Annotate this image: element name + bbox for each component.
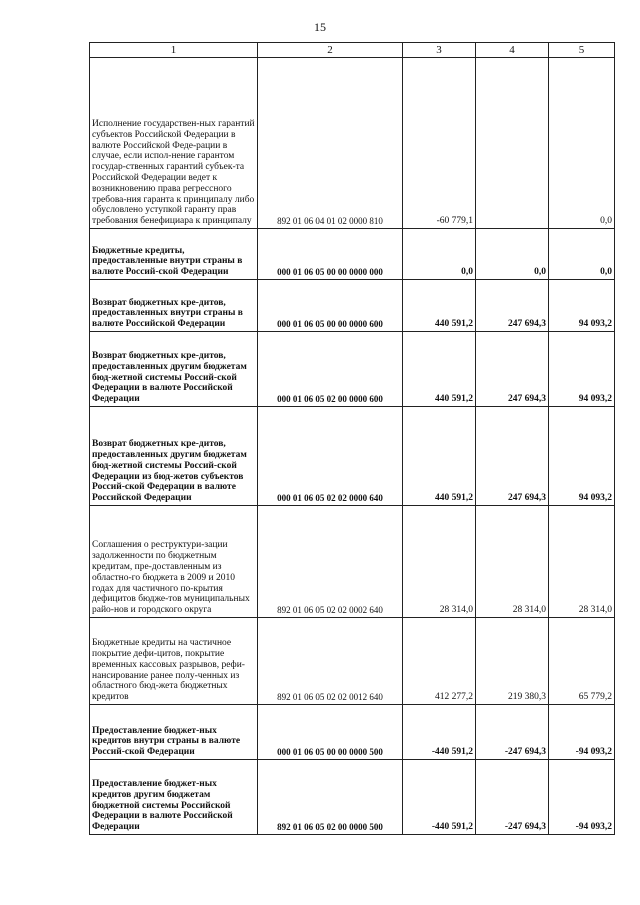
row-value-col5: -94 093,2 [549, 760, 615, 835]
table-row [90, 280, 615, 332]
row-value-col3: -60 779,1 [403, 58, 476, 229]
budget-table [89, 42, 615, 835]
row-value-col3: 0,0 [403, 229, 476, 280]
row-value-col5: 0,0 [549, 229, 615, 280]
table-row [90, 506, 615, 618]
row-value-col4: 247 694,3 [476, 407, 549, 506]
row-value-col3: 412 277,2 [403, 618, 476, 705]
row-value-col4: 247 694,3 [476, 332, 549, 407]
row-name-cell: Бюджетные кредиты, предоставленные внутри страны в валюте Россий-ской Федерации [90, 229, 258, 280]
row-value-col4: 28 314,0 [476, 506, 549, 618]
page-number: 15 [314, 20, 326, 34]
row-value-col4: 0,0 [476, 229, 549, 280]
row-code-cell: 000 01 06 05 00 00 0000 500 [258, 705, 403, 760]
row-value-col3: 440 591,2 [403, 332, 476, 407]
row-value-col4: 219 380,3 [476, 618, 549, 705]
table-row [90, 58, 615, 229]
row-value-col4: -247 694,3 [476, 705, 549, 760]
row-code-cell: 000 01 06 05 00 00 0000 600 [258, 280, 403, 332]
row-code-cell: 892 01 06 05 02 02 0002 640 [258, 506, 403, 618]
table-row [90, 332, 615, 407]
column-header-4: 4 [476, 43, 549, 58]
page-footer-marks [60, 893, 600, 897]
row-code-cell: 892 01 06 04 01 02 0000 810 [258, 58, 403, 229]
row-name-cell: Бюджетные кредиты на частичное покрытие дефи-цитов, покрытие временных кассовых разрывов, рефи-нансирование ранее полу-ченных из областного бюд-жета бюджетных кредитов [90, 618, 258, 705]
row-code-cell: 000 01 06 05 02 00 0000 600 [258, 332, 403, 407]
row-value-col3: -440 591,2 [403, 705, 476, 760]
row-code-cell: 000 01 06 05 00 00 0000 000 [258, 229, 403, 280]
row-value-col5: 65 779,2 [549, 618, 615, 705]
row-name-cell: Возврат бюджетных кре-дитов, предоставленных другим бюджетам бюд-жетной системы Россий-ской Федерации из бюд-жетов субъектов Россий-ской Федерации в валюте Российской Федерации [90, 407, 258, 506]
row-value-col5: 94 093,2 [549, 332, 615, 407]
row-code-cell: 892 01 06 05 02 02 0012 640 [258, 618, 403, 705]
row-value-col3: 440 591,2 [403, 280, 476, 332]
row-name-cell: Возврат бюджетных кре-дитов, предоставленных внутри страны в валюте Российской Федерации [90, 280, 258, 332]
table-row [90, 229, 615, 280]
table-row [90, 760, 615, 835]
column-header-5: 5 [549, 43, 615, 58]
row-value-col5: 94 093,2 [549, 280, 615, 332]
row-code-cell: 000 01 06 05 02 02 0000 640 [258, 407, 403, 506]
row-name-cell: Возврат бюджетных кре-дитов, предоставленных другим бюджетам бюд-жетной системы Россий-ской Федерации в валюте Российской Федерации [90, 332, 258, 407]
table-row [90, 407, 615, 506]
row-value-col5: 0,0 [549, 58, 615, 229]
row-code-cell: 892 01 06 05 02 00 0000 500 [258, 760, 403, 835]
row-value-col3: 28 314,0 [403, 506, 476, 618]
table-row [90, 705, 615, 760]
row-value-col5: -94 093,2 [549, 705, 615, 760]
row-value-col4: -247 694,3 [476, 760, 549, 835]
table-row [90, 618, 615, 705]
column-header-2: 2 [258, 43, 403, 58]
column-header-3: 3 [403, 43, 476, 58]
row-value-col5: 94 093,2 [549, 407, 615, 506]
table-header-row [90, 43, 615, 58]
row-name-cell: Соглашения о реструктури-зации задолженности по бюджетным кредитам, пре-доставленным из областно-го бюджета в 2009 и 2010 годах для частичного по-крытия дефицитов бюдже-тов муниципальных райо-нов и городского округа [90, 506, 258, 618]
row-value-col3: 440 591,2 [403, 407, 476, 506]
column-header-1: 1 [90, 43, 258, 58]
row-value-col4: 247 694,3 [476, 280, 549, 332]
row-name-cell: Предоставление бюджет-ных кредитов другим бюджетам бюджетной системы Российской Федерации в валюте Российской Федерации [90, 760, 258, 835]
row-name-cell: Предоставление бюджет-ных кредитов внутри страны в валюте Россий-ской Федерации [90, 705, 258, 760]
row-value-col4 [476, 58, 549, 229]
row-value-col5: 28 314,0 [549, 506, 615, 618]
row-name-cell: Исполнение государствен-ных гарантий субъектов Российской Федерации в валюте Российской Феде-рации в случае, если испол-нение гарантом государ-ственных гарантий субъек-та Российской Федерации ведет к возникновению права регрессного требова-ния гаранта к принципалу либо обусловлено уступкой гаранту прав требования бенефициара к принципалу [90, 58, 258, 229]
table-body [90, 58, 615, 835]
row-value-col3: -440 591,2 [403, 760, 476, 835]
